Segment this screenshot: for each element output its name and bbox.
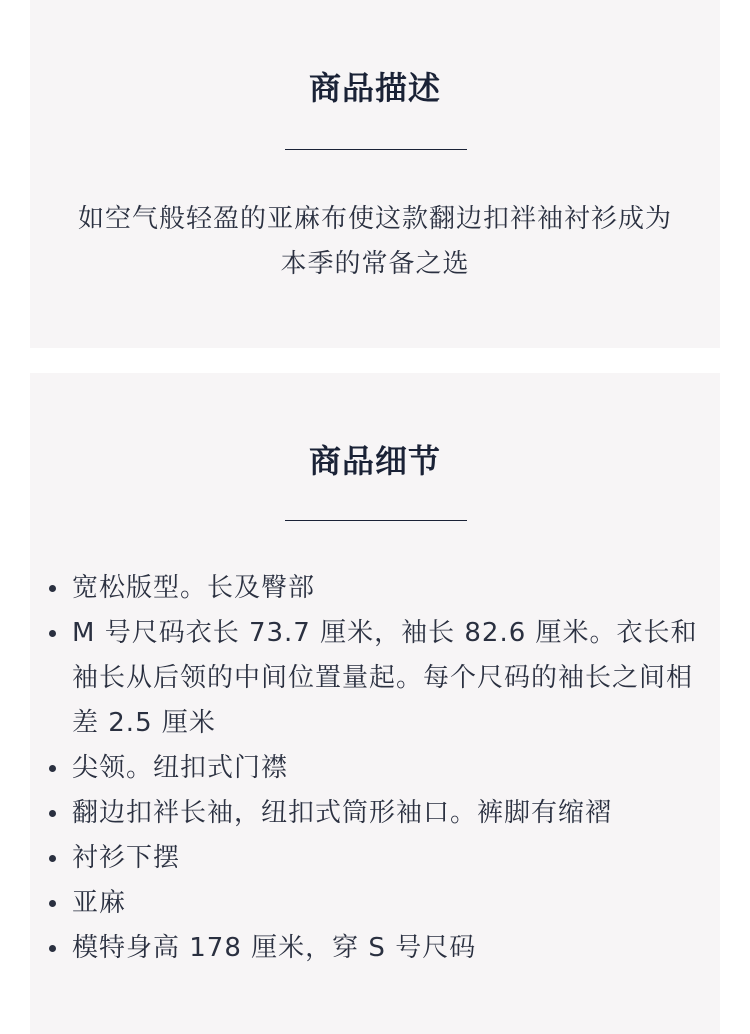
list-item-text: 亚麻 (72, 888, 127, 918)
list-item-text: 模特身高 178 厘米，穿 S 号尺码 (72, 933, 477, 963)
description-title: 商品描述 (308, 69, 441, 107)
list-item (72, 611, 702, 746)
details-title: 商品细节 (308, 442, 441, 480)
description-divider (285, 149, 467, 150)
list-item (72, 836, 702, 881)
details-divider (285, 520, 467, 521)
list-item (72, 746, 702, 791)
list-item-text: 衬衫下摆 (72, 843, 181, 873)
bullet-icon (49, 630, 56, 637)
list-item-text: M 号尺码衣长 73.7 厘米，袖长 82.6 厘米。衣长和袖长从后领的中间位置量起。每个尺码的袖长之间相差 2.5 厘米 (72, 618, 698, 738)
list-item (72, 926, 702, 971)
details-card (30, 373, 720, 1034)
bullet-icon (49, 585, 56, 592)
bullet-icon (49, 765, 56, 772)
bullet-icon (49, 900, 56, 907)
list-item-text: 尖领。纽扣式门襟 (72, 753, 289, 783)
description-card (30, 0, 720, 348)
list-item-text: 宽松版型。长及臀部 (72, 573, 316, 603)
list-item-text: 翻边扣袢长袖，纽扣式筒形袖口。裤脚有缩褶 (72, 798, 613, 828)
bullet-icon (49, 945, 56, 952)
description-text: 如空气般轻盈的亚麻布使这款翻边扣袢袖衬衫成为本季的常备之选 (77, 204, 672, 279)
list-item (72, 566, 702, 611)
bullet-icon (49, 810, 56, 817)
list-item (72, 881, 702, 926)
bullet-icon (49, 855, 56, 862)
list-item (72, 791, 702, 836)
details-list (72, 566, 702, 971)
